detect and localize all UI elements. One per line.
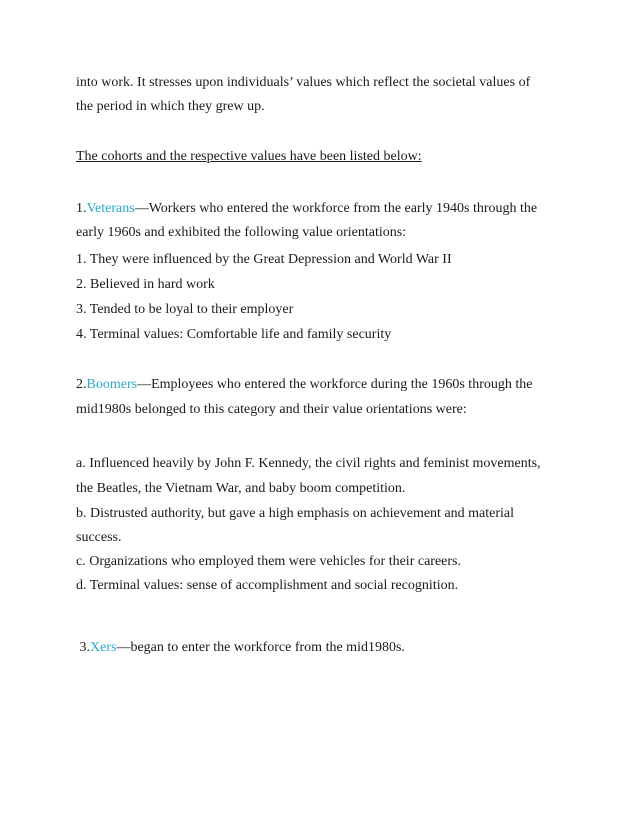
boomers-number: 2. <box>76 377 87 392</box>
boomers-item-b-line-1: b. Distrusted authority, but gave a high emphasis on achievement and material <box>76 506 515 521</box>
intro-paragraph-line-1: into work. It stresses upon individuals’ values which reflect the societal values of <box>76 75 531 90</box>
veterans-item-1: 1. They were influenced by the Great Depression and World War II <box>76 252 452 267</box>
boomers-heading-line <box>76 377 532 393</box>
xers-name: Xers <box>90 640 117 655</box>
veterans-heading-line <box>76 201 537 217</box>
boomers-item-a-line-2: the Beatles, the Vietnam War, and baby boom competition. <box>76 481 406 496</box>
veterans-item-4: 4. Terminal values: Comfortable life and family security <box>76 327 392 342</box>
boomers-item-d: d. Terminal values: sense of accomplishment and social recognition. <box>76 578 459 593</box>
veterans-name: Veterans <box>86 201 135 216</box>
veterans-number: 1. <box>76 201 87 216</box>
boomers-description-line-2: mid1980s belonged to this category and their value orientations were: <box>76 402 467 417</box>
veterans-description: —Workers who entered the workforce from the early 1940s through the <box>134 201 538 216</box>
veterans-item-2: 2. Believed in hard work <box>76 277 215 292</box>
intro-paragraph-line-2: the period in which they grew up. <box>76 99 265 114</box>
boomers-item-a-line-1: a. Influenced heavily by John F. Kennedy, the civil rights and feminist movements, <box>76 456 541 471</box>
veterans-item-3: 3. Tended to be loyal to their employer <box>76 302 294 317</box>
boomers-item-b-line-2: success. <box>76 530 122 545</box>
cohorts-heading: The cohorts and the respective values have been listed below: <box>76 149 422 164</box>
xers-description: —began to enter the workforce from the mid1980s. <box>116 640 405 655</box>
veterans-description-line-2: early 1960s and exhibited the following value orientations: <box>76 225 407 240</box>
boomers-name: Boomers <box>86 377 138 392</box>
boomers-item-c: c. Organizations who employed them were vehicles for their careers. <box>76 554 461 569</box>
xers-heading-line <box>76 640 405 656</box>
boomers-description: —Employees who entered the workforce during the 1960s through the <box>137 377 533 392</box>
xers-number: 3. <box>76 640 90 655</box>
